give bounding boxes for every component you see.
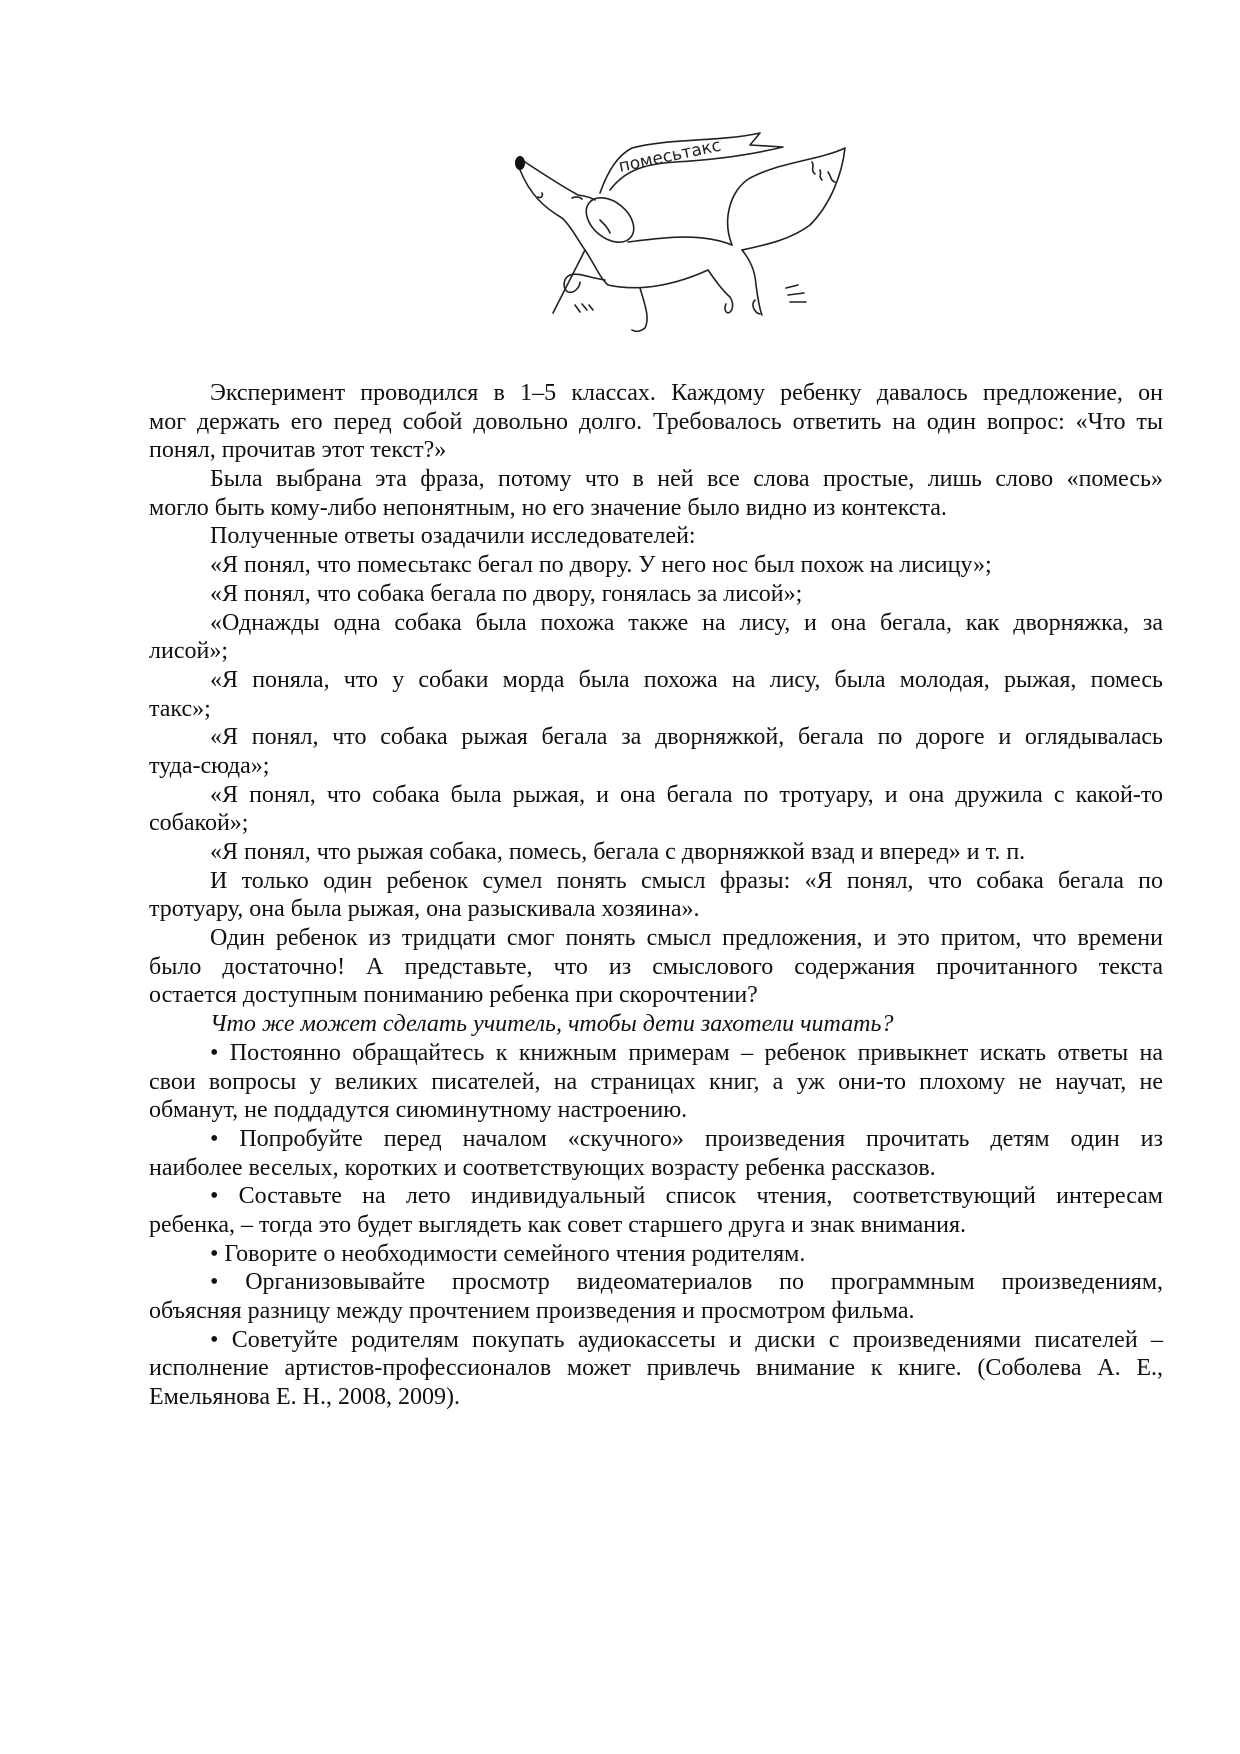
text-line: обманут, не поддадутся сиюминутному настроению. [149, 1097, 688, 1124]
text-line: • Говорите о необходимости семейного чтения родителям. [210, 1240, 806, 1267]
paragraph [149, 1182, 1163, 1239]
text-line: могло быть кому-либо непонятным, но его значение было видно из контекста. [149, 494, 947, 521]
paragraph [149, 1125, 1163, 1182]
text-line: «Однажды одна собака была похожа также на лису, и она бегала, как дворняжка, за [210, 609, 1163, 636]
text-line: тротуару, она была рыжая, она разыскивала хозяина». [149, 896, 700, 923]
text-line: • Постоянно обращайтесь к книжным примерам – ребенок привыкнет искать ответы на [210, 1039, 1163, 1066]
text-line: объясняя разницу между прочтением произведения и просмотром фильма. [149, 1298, 915, 1324]
paragraph [149, 379, 1163, 465]
paragraph [149, 666, 1163, 723]
paragraph [149, 522, 1163, 551]
text-line: «Я поняла, что у собаки морда была похожа на лису, была молодая, рыжая, помесь [210, 666, 1163, 693]
text-line: Что же может сделать учитель, чтобы дети захотели читать? [210, 1011, 894, 1038]
paragraph [149, 1326, 1163, 1412]
text-line: • Советуйте родителям покупать аудиокассеты и диски с произведениями писателей – [210, 1326, 1163, 1353]
text-line: «Я понял, что собака бегала по двору, гонялась за лисой»; [210, 580, 803, 607]
text-line: собакой»; [149, 810, 249, 837]
text-line: ребенка, – тогда это будет выглядеть как совет старшего друга и знак внимания. [149, 1211, 967, 1238]
document-body [149, 379, 1163, 1412]
text-line: понял, прочитав этот текст?» [149, 437, 447, 464]
text-line: такс»; [149, 695, 211, 722]
paragraph [149, 723, 1163, 780]
text-line: • Организовывайте просмотр видеоматериалов по программным произведениям, [210, 1269, 1163, 1296]
text-line: Емельянова Е. Н., 2008, 2009). [149, 1384, 460, 1411]
text-line: Эксперимент проводился в 1–5 классах. Каждому ребенку давалось предложение, он [210, 380, 1163, 406]
text-line: Полученные ответы озадачили исследователей: [210, 523, 696, 550]
text-line: «Я понял, что рыжая собака, помесь, бегала с дворняжкой взад и вперед» и т. п. [210, 839, 1026, 865]
text-line: Была выбрана эта фраза, потому что в ней все слова простые, лишь слово «помесь» [210, 466, 1163, 493]
paragraph [149, 1240, 1163, 1269]
text-line: наиболее веселых, коротких и соответствующих возрасту ребенка рассказов. [149, 1154, 936, 1181]
italic-heading-paragraph [149, 1010, 1163, 1039]
text-line: «Я понял, что собака рыжая бегала за дворняжкой, бегала по дороге и оглядывалась [210, 724, 1163, 751]
paragraph [149, 1039, 1163, 1125]
paragraph [149, 551, 1163, 580]
text-line: остается доступным пониманию ребенка при скорочтении? [149, 982, 758, 1009]
text-line: свои вопросы у великих писателей, на страницах книг, а уж они-то плохому не научат, не [149, 1068, 1163, 1095]
paragraph [149, 867, 1163, 924]
text-line: туда-сюда»; [149, 752, 270, 779]
text-line: лисой»; [149, 638, 228, 665]
text-line: Один ребенок из тридцати смог понять смысл предложения, и это притом, что времени [210, 925, 1163, 952]
paragraph [149, 838, 1163, 867]
paragraph [149, 580, 1163, 609]
paragraph [149, 465, 1163, 522]
dog-fox-illustration [450, 100, 900, 360]
text-line: «Я понял, что помесьтакс бегал по двору. У него нос был похож на лисицу»; [210, 552, 992, 579]
text-line: исполнение артистов-профессионалов может привлечь внимание к книге. (Соболева А. Е., [149, 1355, 1163, 1382]
paragraph [149, 781, 1163, 838]
text-line: «Я понял, что собака была рыжая, и она бегала по тротуару, и она дружила с какой-то [210, 781, 1163, 808]
nose-icon [515, 156, 525, 170]
paragraph [149, 609, 1163, 666]
text-line: было достаточно! А представьте, что из смыслового содержания прочитанного текста [149, 953, 1163, 980]
text-line: • Составьте на лето индивидуальный список чтения, соответствующий интересам [210, 1183, 1163, 1210]
banner-text: помесьтакс [616, 135, 723, 177]
paragraph [149, 924, 1163, 1010]
text-line: • Попробуйте перед началом «скучного» произведения прочитать детям один из [210, 1125, 1163, 1152]
paragraph [149, 1268, 1163, 1325]
text-line: мог держать его перед собой довольно долго. Требовалось ответить на один вопрос: «Что ты [149, 408, 1163, 435]
text-line: И только один ребенок сумел понять смысл фразы: «Я понял, что собака бегала по [210, 867, 1163, 894]
